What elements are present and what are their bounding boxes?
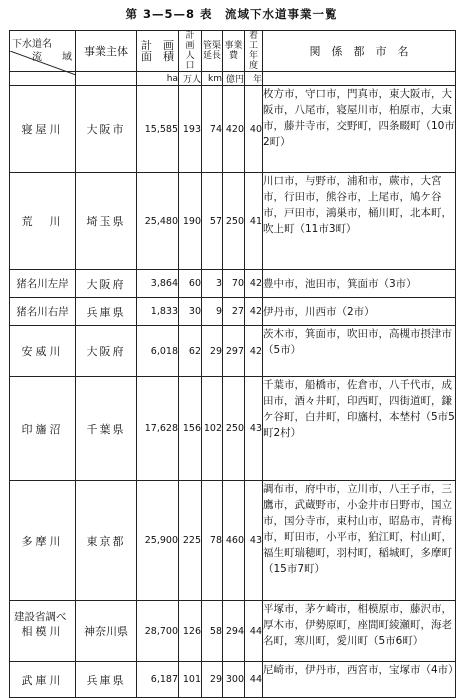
table-row	[10, 481, 456, 601]
population: 193	[179, 86, 202, 173]
pipe-length: 9	[202, 298, 223, 326]
area: 15,585	[137, 86, 179, 173]
table-row	[10, 326, 456, 377]
sewer-name: 寝屋川	[10, 86, 76, 173]
pipe-length: 74	[202, 86, 223, 173]
area: 3,864	[137, 270, 179, 298]
unit-area: ha	[137, 72, 179, 86]
owner: 東京都	[76, 481, 137, 601]
start-year: 42	[245, 270, 263, 298]
unit-pop: 万人	[179, 72, 202, 86]
related-cities: 千葉市，船橋市，佐倉市，八千代市，成田市，酒々井町，印西町，四街道町，鎌ケ谷町，白井町，印旛村，本埜村（5市5町2村）	[263, 377, 456, 481]
area: 6,018	[137, 326, 179, 377]
owner: 埼玉県	[76, 173, 137, 270]
sewer-name: 多摩川	[10, 481, 76, 601]
project-cost: 460	[223, 481, 245, 601]
sewer-name: 荒 川	[10, 173, 76, 270]
population: 101	[179, 662, 202, 698]
population: 60	[179, 270, 202, 298]
source-note: 建設省調べ	[14, 611, 67, 623]
start-year: 44	[245, 662, 263, 698]
population: 225	[179, 481, 202, 601]
start-year: 41	[245, 173, 263, 270]
area: 28,700	[137, 601, 179, 662]
area: 17,628	[137, 377, 179, 481]
related-cities: 茨木市，箕面市，吹田市，高槻市摂津市（5市）	[263, 326, 456, 377]
population: 30	[179, 298, 202, 326]
table-row	[10, 662, 456, 698]
header-pop: 計 画 人 口	[179, 31, 202, 72]
area: 25,900	[137, 481, 179, 601]
pipe-length: 58	[202, 601, 223, 662]
related-cities: 伊丹市，川西市（2市）	[263, 298, 456, 326]
table-row	[10, 86, 456, 173]
header-pipe: 管渠 延長	[202, 31, 223, 72]
sewer-name: 印旛沼	[10, 377, 76, 481]
pipe-length: 3	[202, 270, 223, 298]
project-cost: 300	[223, 662, 245, 698]
table-row	[10, 173, 456, 270]
header-name	[10, 31, 76, 72]
header-row	[10, 31, 456, 72]
sewer-name: 武庫川	[10, 662, 76, 698]
project-cost: 297	[223, 326, 245, 377]
related-cities: 川口市，与野市，浦和市，蕨市，大宮市，行田市，熊谷市，上尾市，鳩ケ谷市，戸田市，鴻巣市，桶川町，北本町，吹上町（11市3町）	[263, 173, 456, 270]
population: 126	[179, 601, 202, 662]
start-year: 43	[245, 481, 263, 601]
area: 25,480	[137, 173, 179, 270]
header-name-bottom: 下水道名	[12, 39, 52, 50]
project-cost: 294	[223, 601, 245, 662]
header-years: 着工 年度	[245, 31, 263, 72]
pipe-length: 102	[202, 377, 223, 481]
related-cities: 平塚市，茅ケ崎市，相模原市，藤沢市，厚木市，伊勢原町，座間町綾瀬町，海老名町，寒川町，愛川町（5市6町）	[263, 601, 456, 662]
owner: 大阪府	[76, 326, 137, 377]
header-area: 計 画 面 積	[137, 31, 179, 72]
header-cities: 関 係 都 市 名	[263, 31, 456, 72]
sewer-name: 相模川	[10, 601, 76, 662]
sewer-project-table	[9, 30, 459, 698]
pipe-length: 29	[202, 662, 223, 698]
related-cities: 枚方市，守口市，門真市，東大阪市，大阪市，八尾市，寝屋川市，柏原市，大東市，藤井寺市，交野町，四条畷町（10市2町）	[263, 86, 456, 173]
project-cost: 250	[223, 377, 245, 481]
table-row	[10, 601, 456, 662]
area: 1,833	[137, 298, 179, 326]
table-row	[10, 298, 456, 326]
related-cities: 尼崎市，伊丹市，西宮市，宝塚市（4市）	[263, 662, 456, 698]
pipe-length: 78	[202, 481, 223, 601]
start-year: 40	[245, 86, 263, 173]
owner: 千葉県	[76, 377, 137, 481]
sewer-name: 猪名川右岸	[10, 298, 76, 326]
unit-cost: 億円	[223, 72, 245, 86]
related-cities: 豊中市，池田市，箕面市（3市）	[263, 270, 456, 298]
owner: 神奈川県	[76, 601, 137, 662]
table-row	[10, 377, 456, 481]
start-year: 42	[245, 298, 263, 326]
owner: 大阪市	[76, 86, 137, 173]
start-year: 43	[245, 377, 263, 481]
project-cost: 420	[223, 86, 245, 173]
sewer-name: 安威川	[10, 326, 76, 377]
project-cost: 250	[223, 173, 245, 270]
population: 62	[179, 326, 202, 377]
header-name-top: 流 域	[32, 52, 72, 63]
table-row	[10, 270, 456, 298]
project-cost: 27	[223, 298, 245, 326]
unit-pipe: km	[202, 72, 223, 86]
pipe-length: 57	[202, 173, 223, 270]
pipe-length: 29	[202, 326, 223, 377]
population: 190	[179, 173, 202, 270]
start-year: 44	[245, 601, 263, 662]
unit-years: 年	[245, 72, 263, 86]
table-title: 第 3—5—8 表 流域下水道事業一覧	[125, 7, 338, 21]
owner: 大阪府	[76, 270, 137, 298]
population: 156	[179, 377, 202, 481]
unit-row	[10, 72, 456, 86]
owner: 兵庫県	[76, 662, 137, 698]
start-year: 42	[245, 326, 263, 377]
sewer-name: 猪名川左岸	[10, 270, 76, 298]
owner: 兵庫県	[76, 298, 137, 326]
area: 6,187	[137, 662, 179, 698]
related-cities: 調布市，府中市，立川市，八王子市，三鷹市，武蔵野市，小金井市日野市，国立市，国分寺市，東村山市，昭島市，青梅市，町田市，小平市，狛江町，村山町，福生町瑞穂町，羽村町，稲城町，多摩町（15市7町）	[263, 481, 456, 601]
header-cost: 事業 費	[223, 31, 245, 72]
header-owner: 事業主体	[76, 31, 137, 72]
project-cost: 70	[223, 270, 245, 298]
